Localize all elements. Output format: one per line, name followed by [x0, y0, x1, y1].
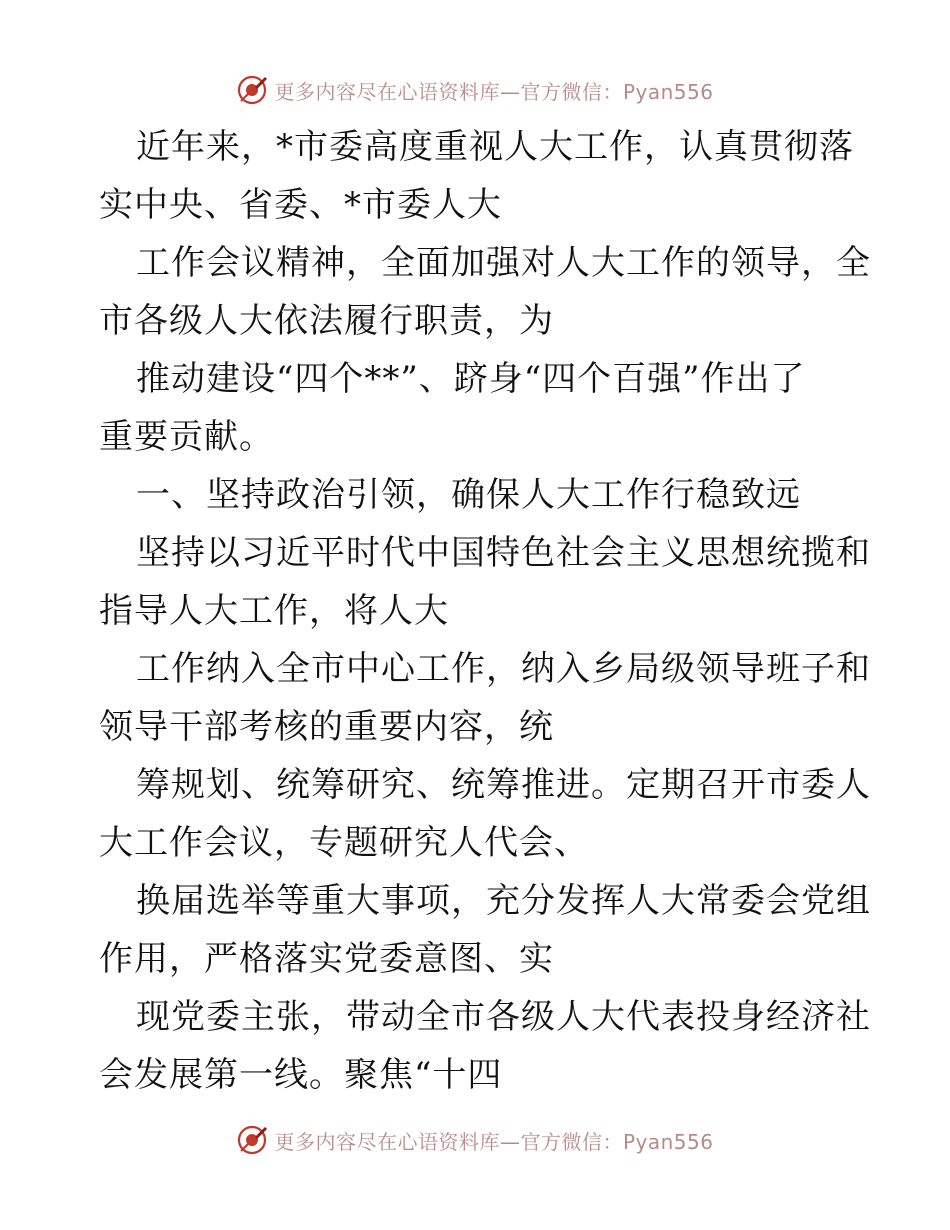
document-line: 会发展第一线。聚焦“十四 — [99, 1055, 503, 1095]
document-line: 重要贡献。 — [99, 417, 274, 457]
document-body — [99, 118, 871, 1104]
document-line: 现党委主张，带动全市各级人大代表投身经济社 — [136, 997, 871, 1037]
header-banner-text: 更多内容尽在心语资料库—官方微信：Pyan556 — [274, 79, 714, 104]
document-line: 市各级人大依法履行职责，为 — [99, 301, 554, 341]
document-line: 指导人大工作，将人大 — [99, 591, 449, 631]
pen-circle-logo-icon — [236, 1124, 268, 1156]
pen-circle-logo-icon — [236, 74, 268, 106]
document-line: 作用，严格落实党委意图、实 — [99, 939, 554, 979]
document-line: 领导干部考核的重要内容，统 — [99, 707, 554, 747]
document-line: 坚持以习近平时代中国特色社会主义思想统揽和 — [136, 533, 871, 573]
document-line: 近年来，*市委高度重视人大工作，认真贯彻落 — [136, 127, 854, 167]
document-line: 实中央、省委、*市委人大 — [99, 185, 502, 225]
document-line: 推动建设“四个**”、跻身“四个百强”作出了 — [136, 359, 806, 399]
document-line: 工作纳入全市中心工作，纳入乡局级领导班子和 — [136, 649, 871, 689]
document-line: 一、坚持政治引领，确保人大工作行稳致远 — [136, 475, 801, 515]
document-line: 筹规划、统筹研究、统筹推进。定期召开市委人 — [136, 765, 871, 805]
document-line: 换届选举等重大事项，充分发挥人大常委会党组 — [136, 881, 871, 921]
footer-banner-text: 更多内容尽在心语资料库—官方微信：Pyan556 — [274, 1129, 714, 1154]
document-line: 工作会议精神，全面加强对人大工作的领导，全 — [136, 243, 871, 283]
document-line: 大工作会议，专题研究人代会、 — [99, 823, 589, 863]
footer-banner — [0, 1120, 950, 1160]
header-banner — [0, 70, 950, 110]
